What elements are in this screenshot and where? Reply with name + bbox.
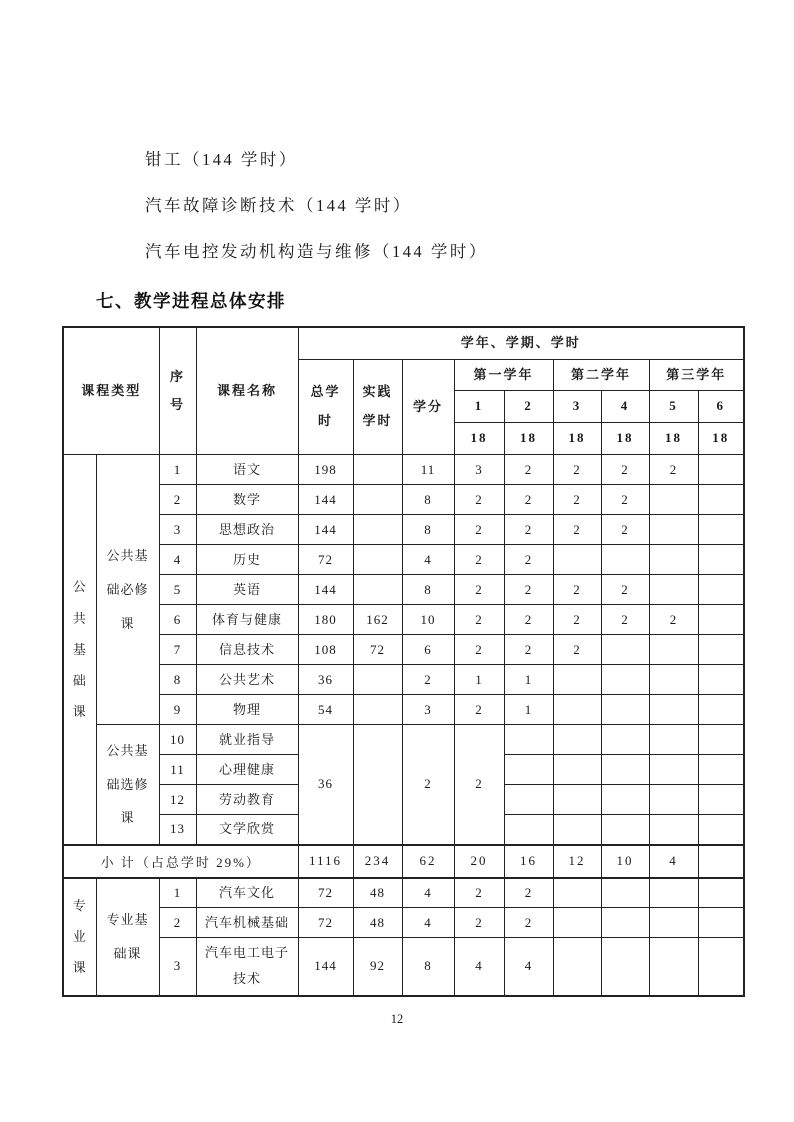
- header-semester: 2: [504, 391, 553, 423]
- cell-semester-hours: [504, 815, 553, 845]
- header-semester: 5: [649, 391, 698, 423]
- cell-semester-hours: [649, 815, 698, 845]
- cell-course-name: 就业指导: [196, 725, 298, 755]
- header-weeks: 18: [454, 423, 504, 455]
- cell-semester-hours: 4: [504, 938, 553, 996]
- cell-seq: 2: [159, 485, 196, 515]
- cell-total-hours: 54: [298, 695, 353, 725]
- cell-seq: 11: [159, 755, 196, 785]
- cell-total-hours: 144: [298, 515, 353, 545]
- course-row: [63, 545, 744, 575]
- cell-semester-hours: 1: [454, 665, 504, 695]
- cell-semester-hours: [698, 635, 744, 665]
- intro-paragraphs: [145, 150, 794, 262]
- cell-semester-hours: 2: [553, 605, 601, 635]
- cell-credits: 2: [402, 665, 454, 695]
- cell-credits: 8: [402, 515, 454, 545]
- curriculum-table: [62, 326, 745, 997]
- cell-total-hours: 72: [298, 545, 353, 575]
- subtotal-semester-hours: 10: [601, 845, 649, 878]
- cell-credits: 6: [402, 635, 454, 665]
- cell-semester-hours: 2: [601, 515, 649, 545]
- cell-practice-hours: 48: [353, 908, 402, 938]
- cell-course-name: 思想政治: [196, 515, 298, 545]
- cell-semester-hours: [601, 878, 649, 908]
- cell-semester-hours: [553, 878, 601, 908]
- table-body: [63, 455, 744, 996]
- cell-semester-hours: 2: [454, 695, 504, 725]
- cell-course-name: 英语: [196, 575, 298, 605]
- header-weeks: 18: [553, 423, 601, 455]
- cell-seq: 10: [159, 725, 196, 755]
- intro-line: 钳工（144 学时）: [145, 150, 298, 169]
- cell-semester-hours: [698, 515, 744, 545]
- cell-semester-hours: 2: [649, 455, 698, 485]
- cell-semester-hours: 2: [454, 545, 504, 575]
- intro-line: 汽车电控发动机构造与维修（144 学时）: [145, 242, 488, 261]
- cell-semester-hours: [649, 755, 698, 785]
- header-weeks: 18: [504, 423, 553, 455]
- course-row: [63, 515, 744, 545]
- cell-seq: 8: [159, 665, 196, 695]
- cell-practice-hours: [353, 455, 402, 485]
- cell-semester-hours: 2: [454, 605, 504, 635]
- course-row: [63, 665, 744, 695]
- cell-total-hours: 108: [298, 635, 353, 665]
- subtotal-semester-hours: 20: [454, 845, 504, 878]
- header-row: [63, 327, 744, 359]
- cell-credits: 8: [402, 485, 454, 515]
- cell-semester-hours: [698, 878, 744, 908]
- subtotal-practice-hours: 234: [353, 845, 402, 878]
- header-semester: 6: [698, 391, 744, 423]
- cell-course-name: 体育与健康: [196, 605, 298, 635]
- cell-credits: 8: [402, 938, 454, 996]
- cell-semester-hours: 2: [504, 635, 553, 665]
- cell-course-name: 信息技术: [196, 635, 298, 665]
- cell-semester-hours: 2: [504, 605, 553, 635]
- cell-semester-hours: 2: [454, 878, 504, 908]
- section-heading: 七、教学进程总体安排: [96, 291, 286, 311]
- course-row: [63, 938, 744, 996]
- cell-semester-hours: [553, 725, 601, 755]
- header-year1: 第一学年: [454, 359, 553, 391]
- cell-credits: 4: [402, 908, 454, 938]
- cell-semester-hours: 2: [649, 605, 698, 635]
- cell-semester-hours: [553, 665, 601, 695]
- cell-semester-hours: [553, 545, 601, 575]
- cell-semester-hours: [698, 908, 744, 938]
- cell-semester-hours: 2: [504, 485, 553, 515]
- cell-semester-hours: [698, 545, 744, 575]
- cell-semester-hours: [553, 938, 601, 996]
- course-subgroup-label: 公共基础选修课: [96, 725, 159, 845]
- cell-semester-hours: 2: [601, 605, 649, 635]
- cell-semester-hours: [601, 725, 649, 755]
- cell-credits: 3: [402, 695, 454, 725]
- course-group-label: 专业课: [63, 878, 96, 996]
- cell-semester-hours: [601, 695, 649, 725]
- cell-practice-hours: 48: [353, 878, 402, 908]
- header-weeks: 18: [698, 423, 744, 455]
- cell-semester-hours: [698, 455, 744, 485]
- cell-seq: 12: [159, 785, 196, 815]
- cell-total-hours: 144: [298, 575, 353, 605]
- cell-practice-hours: [353, 515, 402, 545]
- cell-semester-hours: 2: [601, 485, 649, 515]
- cell-seq: 7: [159, 635, 196, 665]
- cell-semester-hours: 2: [553, 485, 601, 515]
- cell-credits: 2: [402, 725, 454, 845]
- cell-course-name: 汽车文化: [196, 878, 298, 908]
- cell-course-name: 数学: [196, 485, 298, 515]
- subtotal-label: 小 计（占总学时 29%）: [63, 845, 298, 878]
- cell-semester-hours: 2: [504, 515, 553, 545]
- header-year2: 第二学年: [553, 359, 649, 391]
- cell-practice-hours: 92: [353, 938, 402, 996]
- cell-semester-hours: [649, 785, 698, 815]
- cell-credits: 4: [402, 545, 454, 575]
- cell-practice-hours: [353, 575, 402, 605]
- cell-semester-hours: [649, 878, 698, 908]
- cell-course-name: 语文: [196, 455, 298, 485]
- cell-semester-hours: 2: [504, 575, 553, 605]
- course-row: [63, 455, 744, 485]
- subtotal-semester-hours: [698, 845, 744, 878]
- cell-semester-hours: [698, 815, 744, 845]
- cell-course-name: 物理: [196, 695, 298, 725]
- cell-semester-hours: [649, 545, 698, 575]
- cell-semester-hours: 1: [504, 695, 553, 725]
- cell-semester-hours: [553, 695, 601, 725]
- cell-practice-hours: [353, 725, 402, 845]
- course-row: [63, 878, 744, 908]
- subtotal-semester-hours: 16: [504, 845, 553, 878]
- cell-course-name: 劳动教育: [196, 785, 298, 815]
- cell-semester-hours: [601, 908, 649, 938]
- header-semester: 1: [454, 391, 504, 423]
- cell-semester-hours: [601, 938, 649, 996]
- cell-semester-hours: 2: [553, 575, 601, 605]
- cell-seq: 2: [159, 908, 196, 938]
- course-subgroup-label: 公共基础必修课: [96, 455, 159, 725]
- header-seq: 序号: [159, 327, 196, 455]
- cell-seq: 6: [159, 605, 196, 635]
- cell-total-hours: 180: [298, 605, 353, 635]
- cell-credits: 8: [402, 575, 454, 605]
- course-row: [63, 725, 744, 755]
- cell-semester-hours: 2: [601, 575, 649, 605]
- cell-semester-hours: [698, 785, 744, 815]
- course-row: [63, 695, 744, 725]
- cell-semester-hours: [698, 755, 744, 785]
- cell-seq: 5: [159, 575, 196, 605]
- cell-semester-hours: [649, 515, 698, 545]
- cell-total-hours: 144: [298, 938, 353, 996]
- subtotal-semester-hours: 12: [553, 845, 601, 878]
- header-semester: 3: [553, 391, 601, 423]
- cell-semester-hours: 2: [454, 635, 504, 665]
- cell-semester-hours: [649, 938, 698, 996]
- cell-semester-hours: 2: [454, 485, 504, 515]
- cell-semester-hours: [649, 908, 698, 938]
- cell-total-hours: 198: [298, 455, 353, 485]
- cell-total-hours: 36: [298, 665, 353, 695]
- cell-semester-hours: [601, 815, 649, 845]
- cell-semester-hours: [553, 755, 601, 785]
- cell-semester-hours: 2: [504, 878, 553, 908]
- cell-semester-hours: [649, 695, 698, 725]
- cell-practice-hours: [353, 545, 402, 575]
- cell-practice-hours: 72: [353, 635, 402, 665]
- cell-semester-hours: 2: [504, 455, 553, 485]
- cell-semester-hours: [649, 725, 698, 755]
- cell-semester-hours: [698, 605, 744, 635]
- cell-semester-hours: [698, 695, 744, 725]
- course-subgroup-label: 专业基础课: [96, 878, 159, 996]
- course-row: [63, 605, 744, 635]
- header-year3: 第三学年: [649, 359, 744, 391]
- cell-total-hours: 72: [298, 878, 353, 908]
- header-total-hours: 总学时: [298, 359, 353, 455]
- cell-practice-hours: [353, 695, 402, 725]
- cell-semester-hours: [601, 635, 649, 665]
- cell-semester-hours: [553, 815, 601, 845]
- course-row: [63, 485, 744, 515]
- header-credits: 学分: [402, 359, 454, 455]
- cell-credits: 11: [402, 455, 454, 485]
- cell-seq: 9: [159, 695, 196, 725]
- cell-semester-hours: [601, 785, 649, 815]
- cell-course-name: 汽车机械基础: [196, 908, 298, 938]
- page-number: 12: [390, 1012, 404, 1026]
- cell-semester-hours: [649, 635, 698, 665]
- course-group-label: 公共基础课: [63, 455, 96, 845]
- cell-semester-hours: [601, 665, 649, 695]
- cell-total-hours: 36: [298, 725, 353, 845]
- cell-total-hours: 72: [298, 908, 353, 938]
- cell-semester-hours: [649, 485, 698, 515]
- cell-semester-hours: 2: [454, 908, 504, 938]
- header-weeks: 18: [601, 423, 649, 455]
- cell-semester-hours: [698, 575, 744, 605]
- cell-semester-hours: [553, 908, 601, 938]
- cell-semester-hours: 2: [553, 635, 601, 665]
- subtotal-total-hours: 1116: [298, 845, 353, 878]
- intro-line: 汽车故障诊断技术（144 学时）: [145, 196, 412, 215]
- header-semester: 4: [601, 391, 649, 423]
- cell-practice-hours: [353, 485, 402, 515]
- cell-semester-hours: 2: [553, 515, 601, 545]
- cell-semester-hours: 2: [504, 908, 553, 938]
- cell-semester-hours: 2: [504, 545, 553, 575]
- header-weeks: 18: [649, 423, 698, 455]
- header-course-name: 课程名称: [196, 327, 298, 455]
- cell-semester-hours: 2: [454, 515, 504, 545]
- cell-semester-hours: [698, 665, 744, 695]
- cell-semester-hours: 2: [454, 575, 504, 605]
- cell-semester-hours: [504, 755, 553, 785]
- cell-seq: 13: [159, 815, 196, 845]
- cell-seq: 3: [159, 515, 196, 545]
- cell-semester-hours: 2: [454, 725, 504, 845]
- subtotal-credits: 62: [402, 845, 454, 878]
- cell-semester-hours: [649, 665, 698, 695]
- cell-semester-hours: 1: [504, 665, 553, 695]
- cell-course-name: 心理健康: [196, 755, 298, 785]
- cell-seq: 1: [159, 455, 196, 485]
- cell-practice-hours: [353, 665, 402, 695]
- cell-course-name: 汽车电工电子技术: [196, 938, 298, 996]
- course-row: [63, 635, 744, 665]
- cell-semester-hours: 2: [553, 455, 601, 485]
- cell-semester-hours: [698, 485, 744, 515]
- cell-semester-hours: 4: [454, 938, 504, 996]
- cell-total-hours: 144: [298, 485, 353, 515]
- cell-course-name: 公共艺术: [196, 665, 298, 695]
- subtotal-semester-hours: 4: [649, 845, 698, 878]
- cell-seq: 4: [159, 545, 196, 575]
- table-header: [63, 327, 744, 455]
- cell-semester-hours: [504, 725, 553, 755]
- cell-credits: 10: [402, 605, 454, 635]
- cell-credits: 4: [402, 878, 454, 908]
- cell-semester-hours: [553, 785, 601, 815]
- cell-semester-hours: [504, 785, 553, 815]
- course-row: [63, 575, 744, 605]
- cell-semester-hours: [601, 545, 649, 575]
- header-practice-hours: 实践学时: [353, 359, 402, 455]
- cell-semester-hours: 3: [454, 455, 504, 485]
- cell-seq: 3: [159, 938, 196, 996]
- cell-semester-hours: [601, 755, 649, 785]
- cell-semester-hours: 2: [601, 455, 649, 485]
- cell-practice-hours: 162: [353, 605, 402, 635]
- header-year-semester-hours: 学年、学期、学时: [298, 327, 744, 359]
- cell-semester-hours: [698, 725, 744, 755]
- cell-semester-hours: [698, 938, 744, 996]
- cell-course-name: 文学欣赏: [196, 815, 298, 845]
- course-row: [63, 908, 744, 938]
- cell-course-name: 历史: [196, 545, 298, 575]
- subtotal-row: [63, 845, 744, 878]
- cell-semester-hours: [649, 575, 698, 605]
- header-course-type: 课程类型: [63, 327, 159, 455]
- cell-seq: 1: [159, 878, 196, 908]
